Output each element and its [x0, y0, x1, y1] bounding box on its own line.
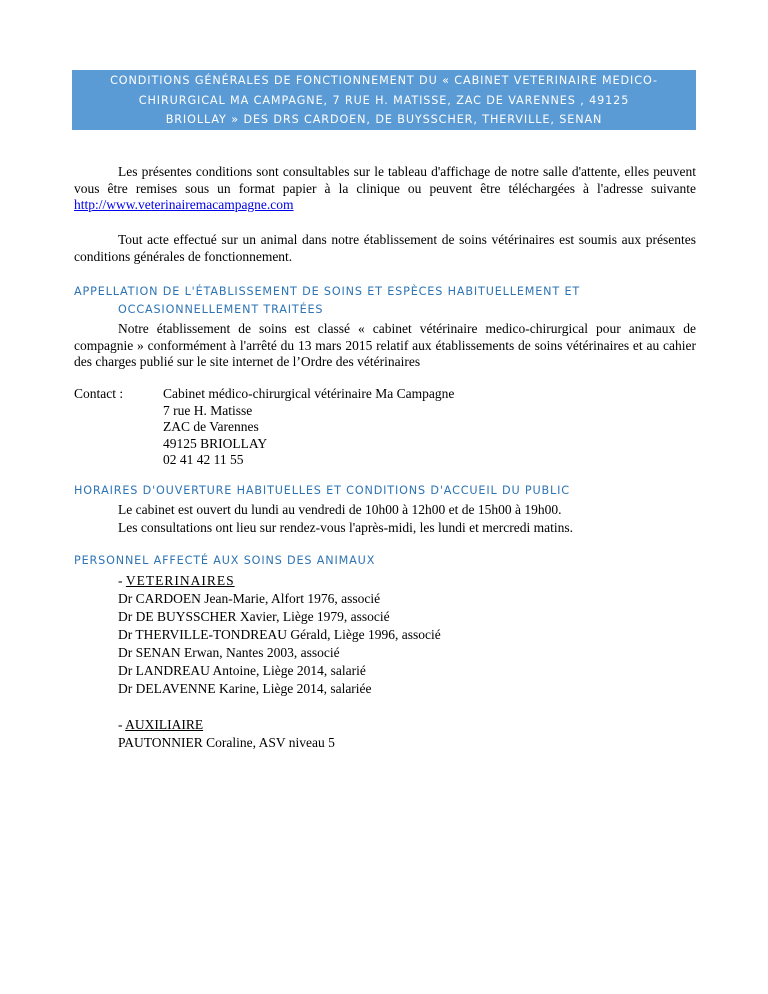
contact-line: 49125 BRIOLLAY [163, 435, 268, 451]
contact-line: Cabinet médico-chirurgical vétérinaire Ma Campagne [163, 386, 455, 401]
section-heading-appellation [74, 283, 698, 319]
auxiliaire-title: - AUXILIAIRE [118, 717, 204, 732]
section-heading-horaires: HORAIRES D'OUVERTURE HABITUELLES ET CONDITIONS D'ACCUEIL DU PUBLIC [74, 484, 570, 497]
intro-text-2: Tout acte effectué sur un animal dans notre établissement de soins vétérinaires est soumis aux présentes conditions générales de fonctionnement. [74, 232, 696, 264]
heading-line-1: APPELLATION DE L'ÉTABLISSEMENT DE SOINS ET ESPÈCES HABITUELLEMENT ET [74, 285, 581, 298]
veterinaires-title: - VETERINAIRES [118, 573, 235, 588]
vet-entry: Dr LANDREAU Antoine, Liège 2014, salarié [118, 663, 366, 678]
contact-line: 7 rue H. Matisse [163, 402, 253, 418]
auxiliaire-entry: PAUTONNIER Coraline, ASV niveau 5 [118, 735, 335, 750]
vet-entry: Dr DELAVENNE Karine, Liège 2014, salariée [118, 681, 372, 696]
contact-label: Contact : [74, 386, 124, 401]
intro-text: Les présentes conditions sont consultables sur le tableau d'affichage de notre salle d'attente, elles peuvent vous être remises sous un format papier à la clinique ou peuvent être téléchargées à l'adresse suivante [74, 164, 696, 196]
website-link[interactable]: http://www.veterinairemacampagne.com [74, 197, 294, 212]
intro-paragraph-1 [74, 164, 696, 214]
heading-line-2: OCCASIONNELLEMENT TRAITÉES [118, 303, 324, 316]
vet-entry: Dr SENAN Erwan, Nantes 2003, associé [118, 645, 340, 660]
personnel-block [118, 572, 441, 752]
horaires-line: Les consultations ont lieu sur rendez-vous l'après-midi, les lundi et mercredi matins. [118, 520, 573, 535]
contact-details [163, 386, 454, 469]
vet-entry: Dr DE BUYSSCHER Xavier, Liège 1979, associé [118, 609, 390, 624]
horaires-block [118, 501, 573, 537]
vet-entry: Dr THERVILLE-TONDREAU Gérald, Liège 1996, associé [118, 627, 441, 642]
spacer [118, 698, 441, 716]
vet-entry: Dr CARDOEN Jean-Marie, Alfort 1976, associé [118, 591, 381, 606]
intro-paragraph-2 [74, 232, 696, 265]
title-line-2: CHIRURGICAL MA CAMPAGNE, 7 RUE H. MATISSE, ZAC DE VARENNES , 49125 [138, 93, 630, 107]
appellation-text: Notre établissement de soins est classé « cabinet vétérinaire medico-chirurgical pour animaux de compagnie » conformément à l'arrêté du 13 mars 2015 relatif aux établissements de soins vétérinaires et au cahier des charges publié sur le site internet de l’Ordre des vétérinaires [74, 321, 696, 369]
contact-line: ZAC de Varennes [163, 419, 259, 434]
horaires-line: Le cabinet est ouvert du lundi au vendredi de 10h00 à 12h00 et de 15h00 à 19h00. [118, 502, 562, 517]
title-line-1: CONDITIONS GÉNÉRALES DE FONCTIONNEMENT DU « CABINET VETERINAIRE MEDICO- [110, 74, 658, 87]
appellation-paragraph [74, 321, 696, 371]
title-line-3: BRIOLLAY » DES DRS CARDOEN, DE BUYSSCHER, THERVILLE, SENAN [165, 113, 603, 126]
contact-line: 02 41 42 11 55 [163, 452, 244, 467]
section-heading-personnel: PERSONNEL AFFECTÉ AUX SOINS DES ANIMAUX [74, 554, 376, 567]
document-title-banner [72, 70, 696, 130]
